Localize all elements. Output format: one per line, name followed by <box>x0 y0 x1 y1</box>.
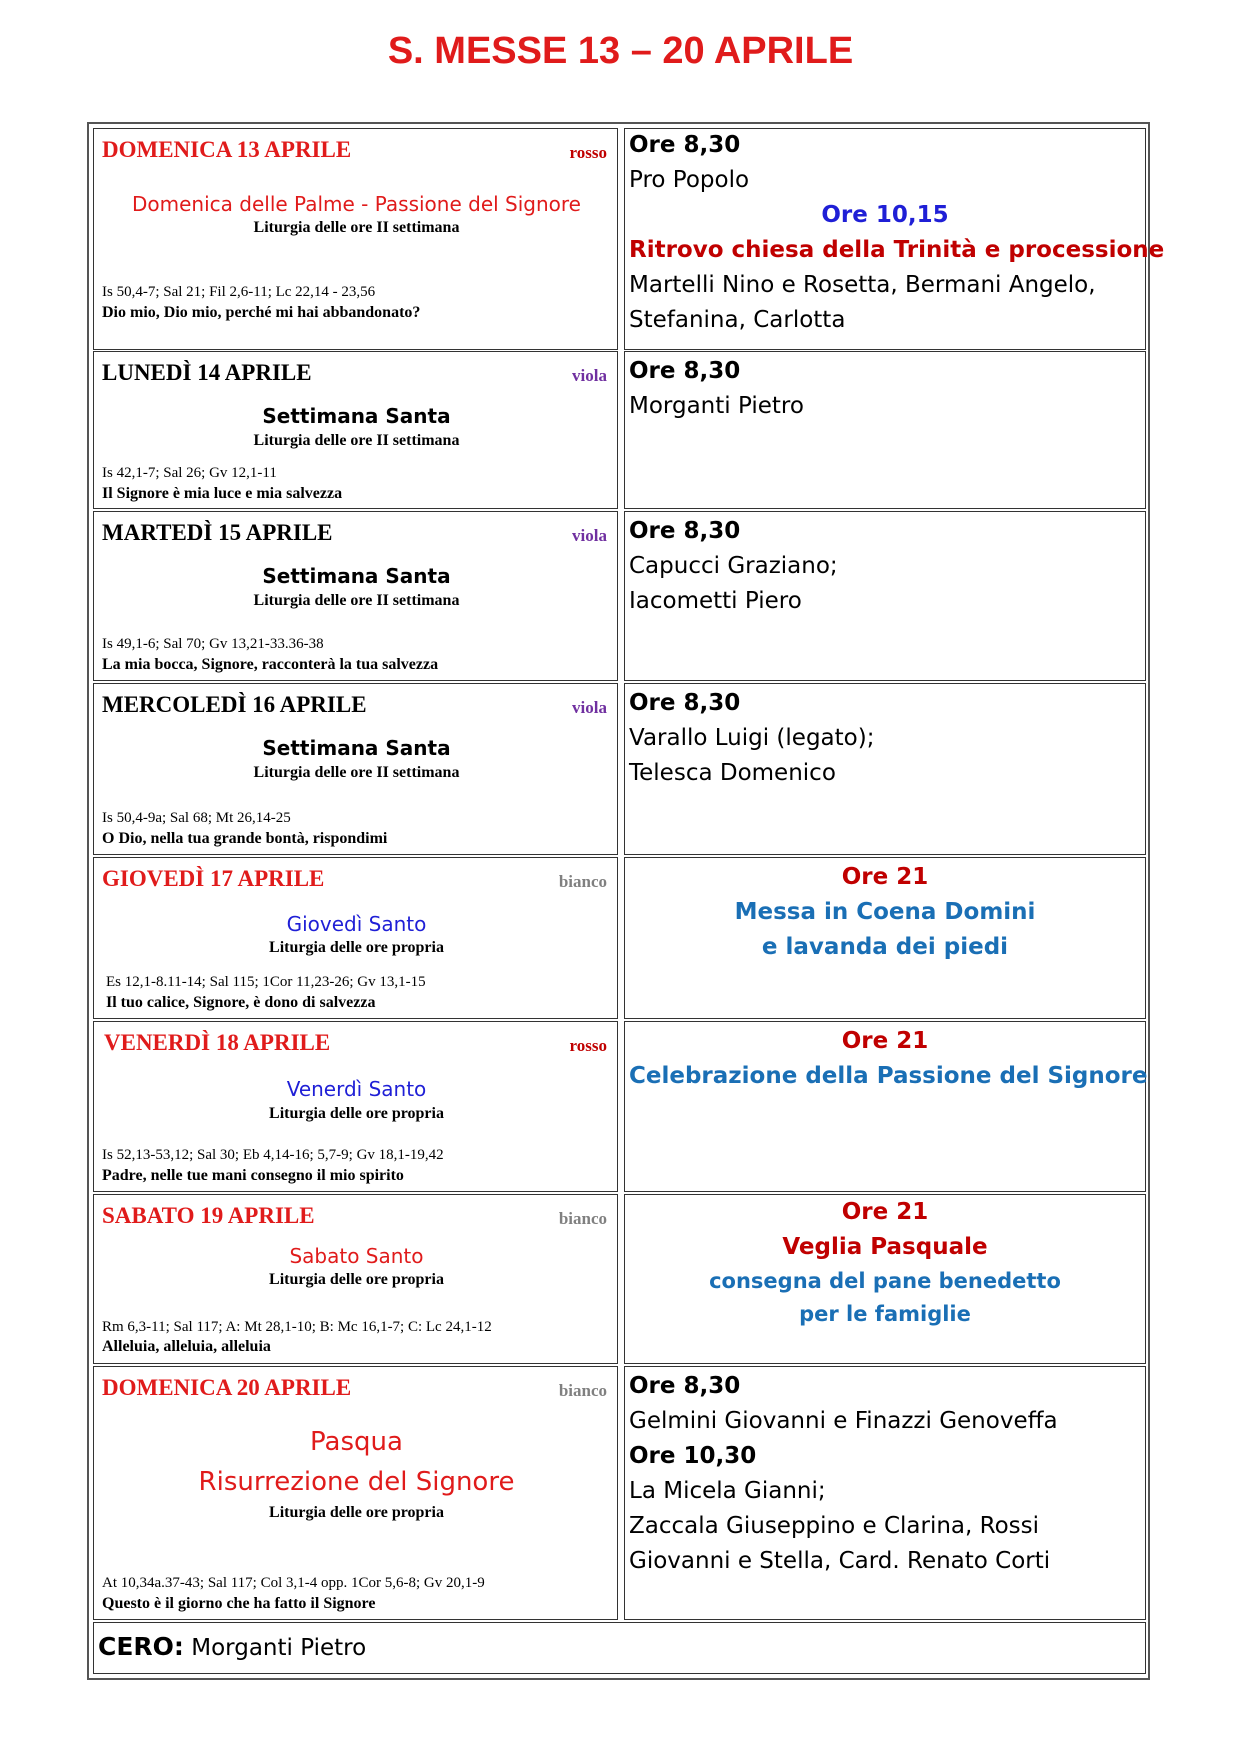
readings: Is 52,13-53,12; Sal 30; Eb 4,14-16; 5,7-9; Gv 18,1-19,42 <box>102 1147 444 1163</box>
cero-name: Morganti Pietro <box>191 1635 367 1661</box>
day-name: DOMENICA 20 APRILE <box>102 1375 352 1400</box>
mass-intention: Martelli Nino e Rosetta, Bermani Angelo, <box>629 272 1096 298</box>
day-cell <box>93 511 618 681</box>
liturgy-hours: Liturgia delle ore propria <box>269 1271 444 1288</box>
mass-time: Ore 8,30 <box>629 358 741 384</box>
celebration: e lavanda dei piedi <box>761 934 1009 960</box>
liturgy-hours: Liturgia delle ore propria <box>269 1105 444 1122</box>
mass-time: Ore 10,15 <box>821 202 949 228</box>
mass-time: Ore 8,30 <box>629 518 741 544</box>
liturgical-color: viola <box>572 526 607 545</box>
day-name: DOMENICA 13 APRILE <box>102 137 352 162</box>
liturgy-hours: Liturgia delle ore propria <box>269 1504 444 1521</box>
day-cell <box>93 1194 618 1364</box>
mass-intention: Giovanni e Stella, Card. Renato Corti <box>629 1548 1051 1574</box>
feast-title: Settimana Santa <box>262 564 451 588</box>
psalm-response: Dio mio, Dio mio, perché mi hai abbandonato? <box>102 304 421 321</box>
liturgical-color: rosso <box>569 1036 607 1055</box>
celebration-note: consegna del pane benedetto <box>709 1269 1061 1293</box>
celebration: Messa in Coena Domini <box>734 899 1036 925</box>
psalm-response: Padre, nelle tue mani consegno il mio spirito <box>102 1167 404 1184</box>
day-cell <box>93 1021 618 1192</box>
mass-time: Ore 8,30 <box>629 690 741 716</box>
liturgy-hours: Liturgia delle ore propria <box>269 939 444 956</box>
mass-intention: Iacometti Piero <box>629 588 802 614</box>
day-cell <box>93 857 618 1019</box>
psalm-response: Il tuo calice, Signore, è dono di salvezza <box>106 994 376 1011</box>
readings: Rm 6,3-11; Sal 117; A: Mt 28,1-10; B: Mc 16,1-7; C: Lc 24,1-12 <box>102 1319 492 1335</box>
mass-cell <box>624 857 1146 1019</box>
mass-note: Ritrovo chiesa della Trinità e processione <box>629 237 1165 263</box>
mass-time: Ore 10,30 <box>629 1443 757 1469</box>
readings: Is 49,1-6; Sal 70; Gv 13,21-33.36-38 <box>102 636 324 652</box>
liturgical-color: viola <box>572 698 607 717</box>
day-name: SABATO 19 APRILE <box>102 1203 315 1228</box>
liturgical-color: bianco <box>558 1381 607 1400</box>
mass-intention: Stefanina, Carlotta <box>629 307 846 333</box>
readings: Is 50,4-9a; Sal 68; Mt 26,14-25 <box>102 810 291 826</box>
liturgical-color: rosso <box>569 143 607 162</box>
mass-cell <box>624 1194 1146 1364</box>
day-cell <box>93 351 618 509</box>
mass-intention: Gelmini Giovanni e Finazzi Genoveffa <box>629 1408 1058 1434</box>
mass-intention: Varallo Luigi (legato); <box>629 725 875 751</box>
liturgy-hours: Liturgia delle ore II settimana <box>253 432 460 449</box>
mass-time: Ore 8,30 <box>629 132 741 158</box>
mass-time: Ore 21 <box>841 1028 929 1054</box>
mass-intention: Zaccala Giuseppino e Clarina, Rossi <box>629 1513 1040 1539</box>
mass-intention: Morganti Pietro <box>629 393 804 419</box>
mass-cell <box>624 1366 1146 1620</box>
psalm-response: La mia bocca, Signore, racconterà la tua salvezza <box>102 656 439 673</box>
liturgical-color: bianco <box>558 1209 607 1228</box>
celebration-note: per le famiglie <box>799 1302 971 1326</box>
psalm-response: Il Signore è mia luce e mia salvezza <box>102 485 343 502</box>
mass-cell <box>624 1021 1146 1192</box>
mass-time: Ore 21 <box>841 1199 929 1225</box>
feast-title: Sabato Santo <box>289 1244 424 1268</box>
day-cell <box>93 1366 618 1620</box>
day-name: VENERDÌ 18 APRILE <box>104 1030 331 1055</box>
readings: Es 12,1-8.11-14; Sal 115; 1Cor 11,23-26; Gv 13,1-15 <box>106 974 426 990</box>
liturgical-color: viola <box>572 366 607 385</box>
page-title: S. MESSE 13 – 20 APRILE <box>387 30 854 72</box>
mass-intention: Pro Popolo <box>629 167 750 193</box>
feast-title: Settimana Santa <box>262 404 451 428</box>
mass-intention: Telesca Domenico <box>629 760 836 786</box>
readings: Is 42,1-7; Sal 26; Gv 12,1-11 <box>102 465 277 481</box>
readings: Is 50,4-7; Sal 21; Fil 2,6-11; Lc 22,14 - 23,56 <box>102 284 376 300</box>
liturgy-hours: Liturgia delle ore II settimana <box>253 764 460 781</box>
liturgy-hours: Liturgia delle ore II settimana <box>253 219 460 236</box>
mass-time: Ore 8,30 <box>629 1373 741 1399</box>
celebration: Veglia Pasquale <box>782 1234 988 1260</box>
cero-row <box>93 1622 1146 1674</box>
feast-title: Giovedì Santo <box>286 912 427 936</box>
feast-title: Settimana Santa <box>262 736 451 760</box>
mass-intention: Capucci Graziano; <box>629 553 838 579</box>
mass-cell <box>624 511 1146 681</box>
day-name: LUNEDÌ 14 APRILE <box>102 360 312 385</box>
feast-title: Pasqua <box>310 1427 403 1457</box>
day-cell <box>93 128 618 350</box>
psalm-response: O Dio, nella tua grande bontà, rispondimi <box>102 830 388 847</box>
liturgy-hours: Liturgia delle ore II settimana <box>253 592 460 609</box>
mass-time: Ore 21 <box>841 864 929 890</box>
readings: At 10,34a.37-43; Sal 117; Col 3,1-4 opp. 1Cor 5,6-8; Gv 20,1-9 <box>102 1575 485 1591</box>
day-name: GIOVEDÌ 17 APRILE <box>102 866 325 891</box>
mass-cell <box>624 351 1146 509</box>
mass-intention: La Micela Gianni; <box>629 1478 826 1504</box>
psalm-response: Questo è il giorno che ha fatto il Signore <box>102 1595 376 1612</box>
mass-cell <box>624 128 1165 350</box>
day-cell <box>93 683 618 855</box>
day-name: MERCOLEDÌ 16 APRILE <box>102 692 367 717</box>
mass-cell <box>624 683 1146 855</box>
cero-cell <box>93 1622 1146 1674</box>
psalm-response: Alleluia, alleluia, alleluia <box>102 1338 271 1355</box>
feast-title: Domenica delle Palme - Passione del Signore <box>132 192 581 216</box>
day-name: MARTEDÌ 15 APRILE <box>102 520 333 545</box>
liturgical-color: bianco <box>558 872 607 891</box>
feast-title: Venerdì Santo <box>286 1077 427 1101</box>
cero-label: CERO: <box>98 1632 184 1661</box>
celebration: Celebrazione della Passione del Signore <box>629 1063 1148 1089</box>
feast-subtitle: Risurrezione del Signore <box>198 1467 515 1497</box>
